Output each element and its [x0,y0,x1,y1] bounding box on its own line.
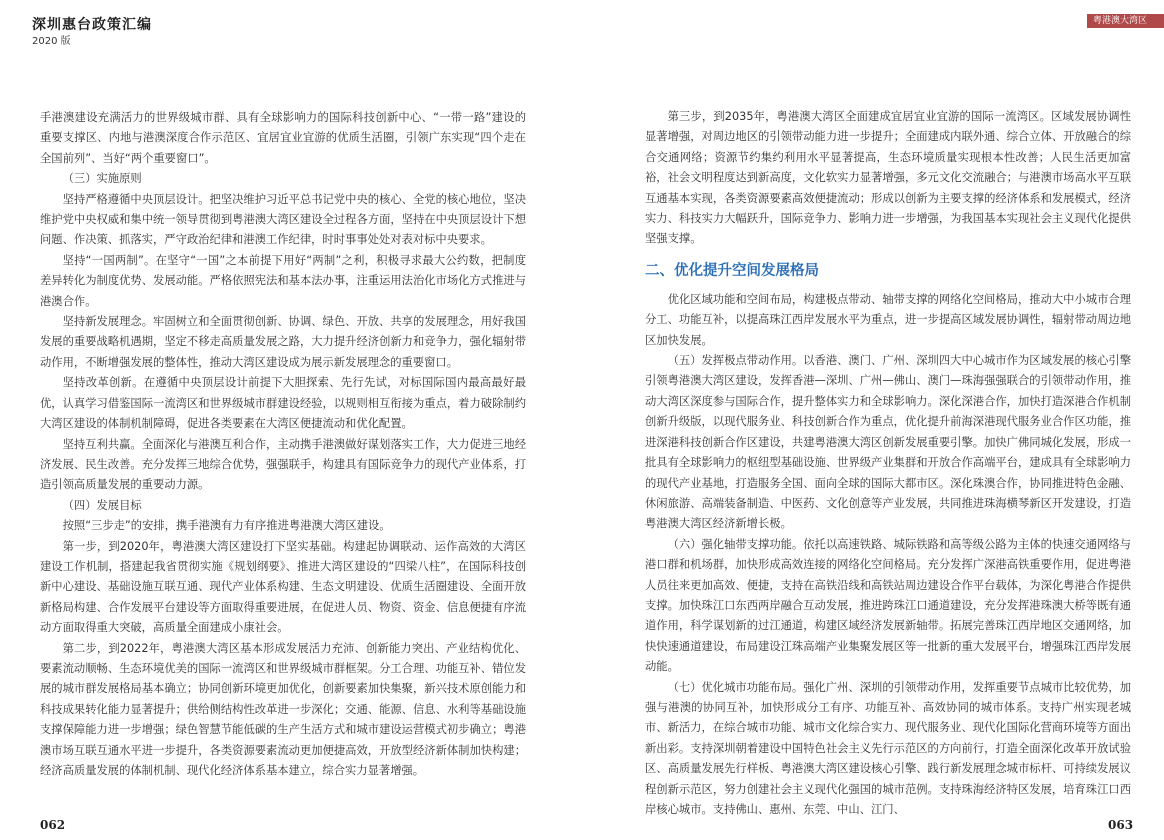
left-subheading: （四）发展目标 [62,498,142,512]
left-paragraph: 坚持改革创新。在遵循中央顶层设计前提下大胆探索、先行先试，对标国际国内最高最好最优，认真学习借鉴国际一流湾区和世界级城市群建设经验，以规则相互衔接为重点，着力破除制约大湾区建设的体制机制障碍，促进各类要素在大湾区便捷流动和优化配置。 [40,376,526,431]
right-paragraph: 优化区域功能和空间布局，构建极点带动、轴带支撑的网络化空间格局，推动大中小城市合理分工、功能互补，以提高珠江西岸发展水平为重点，进一步提高区域发展协调性，辐射带动周边地区加快发展。 [645,292,1131,347]
left-paragraph: 第一步，到2020年，粤港澳大湾区建设打下坚实基础。构建起协调联动、运作高效的大湾区建设工作机制，搭建起我省贯彻实施《规划纲要》、推进大湾区建设的“四梁八柱”，在国际科技创新中心建设、基础设施互联互通、现代产业体系构建、生态文明建设、优质生活圈建设、全面开放新格局构建、合作发展平台建设等方面取得重要进展，在促进人员、物资、资金、信息便捷有序流动方面取得重大突破，高质量全面建成小康社会。 [40,539,526,635]
right-paragraph: （五）发挥极点带动作用。以香港、澳门、广州、深圳四大中心城市作为区域发展的核心引擎引领粤港澳大湾区建设，发挥香港—深圳、广州—佛山、澳门—珠海强强联合的引领带动作用，推动大湾区深度参与国际合作，提升整体实力和全球影响力。深化深港合作，加快打造深港合作机制创新升级版，以现代服务业、科技创新合作为重点，优化提升前海深港现代服务业合作区功能，推进深港科技创新合作区建设，共建粤港澳大湾区创新发展重要引擎。加快广佛同城化发展，形成一批具有全球影响力的枢纽型基础设施、世界级产业集群和开放合作高端平台，建成具有全球影响力的现代产业基地，打造服务全国、面向全球的国际大都市区。深化珠澳合作，协同推进特色金融、休闲旅游、高端装备制造、中医药、文化创意等产业发展，共同推进珠海横琴新区开发建设，打造粤港澳大湾区经济新增长极。 [645,354,1131,531]
left-page-body [40,108,526,781]
left-paragraph: 坚持互利共赢。全面深化与港澳互利合作，主动携手港澳做好谋划落实工作，大力促进三地经济发展、民生改善。充分发挥三地综合优势，强强联手，构建具有国际竞争力的现代产业体系，打造引领高质量发展的重要动力源。 [40,437,526,492]
right-page-body [645,107,1131,820]
section-heading: 二、优化提升空间发展格局 [645,262,819,279]
left-paragraph: 第二步，到2022年，粤港澳大湾区基本形成发展活力充沛、创新能力突出、产业结构优化、要素流动顺畅、生态环境优美的国际一流湾区和世界级城市群框架。分工合理、功能互补、错位发展的城市群发展格局基本确立；协同创新环境更加优化，创新要素加快集聚，新兴技术原创能力和科技成果转化能力显著提升；供给侧结构性改革进一步深化；交通、能源、信息、水利等基础设施支撑保障能力进一步增强；绿色智慧节能低碳的生产生活方式和城市建设运营模式初步确立；粤港澳市场互联互通水平进一步提升，各类资源要素流动更加便捷高效，开放型经济新体制加快构建；经济高质量发展的体制机制、现代化经济体系基本建立，综合实力显著增强。 [40,641,526,777]
right-paragraph: 第三步，到2035年，粤港澳大湾区全面建成宜居宜业宜游的国际一流湾区。区域发展协调性显著增强，对周边地区的引领带动能力进一步提升；全面建成内联外通、综合立体、开放融合的综合交通网络；资源节约集约利用水平显著提高，生态环境质量实现根本性改善；人民生活更加富裕，社会文明程度达到新高度，文化软实力显著增强，多元文化交流融合；与港澳市场高水平互联互通基本实现，各类资源要素高效便捷流动；形成以创新为主要支撑的经济体系和发展模式，经济实力、科技实力大幅跃升，国际竞争力、影响力进一步增强，为我国基本实现社会主义现代化提供坚强支撑。 [645,110,1131,246]
header-edition: 2020 版 [32,36,71,47]
right-paragraph: （六）强化轴带支撑功能。依托以高速铁路、城际铁路和高等级公路为主体的快速交通网络与港口群和机场群，加快形成高效连接的网络化空间格局。充分发挥广深港高铁重要作用，促进粤港人员往来更加高效、便捷，支持在高铁沿线和高铁站周边建设合作平台载体，为深化粤港合作提供支撑。加快珠江口东西两岸融合互动发展，推进跨珠江口通道建设，充分发挥港珠澳大桥等既有通道作用，科学谋划新的过江通道，构建区域经济发展新轴带。拓展完善珠江西岸地区交通网络，加快快速通道建设，布局建设江珠高端产业集聚发展区等一批新的重大发展平台，增强珠江西岸发展动能。 [645,537,1131,674]
left-subheading: （三）实施原则 [62,172,142,186]
page-number-left: 062 [40,818,66,832]
left-paragraph: 按照“三步走”的安排，携手港澳有力有序推进粤港澳大湾区建设。 [62,519,391,533]
left-paragraph: 坚持“一国两制”。在坚守“一国”之本前提下用好“两制”之利，积极寻求最大公约数，把制度差异转化为制度优势、发展动能。严格依照宪法和基本法办事，注重运用法治化市场化方式推进与港澳合作。 [40,253,526,308]
left-paragraph: 坚持严格遵循中央顶层设计。把坚决维护习近平总书记党中央的核心、全党的核心地位，坚决维护党中央权威和集中统一领导贯彻到粤港澳大湾区建设全过程各方面，坚持在中央顶层设计下想问题、作决策、抓落实，严守政治纪律和港澳工作纪律，时时事事处处对表对标中央要求。 [40,192,526,247]
page-number-right: 063 [1108,818,1134,832]
left-paragraph: 手港澳建设充满活力的世界级城市群、具有全球影响力的国际科技创新中心、“一带一路”建设的重要支撑区、内地与港澳深度合作示范区、宜居宜业宜游的优质生活圈，引领广东实现“四个走在全国前列”、当好“两个重要窗口”。 [40,111,526,165]
right-paragraph: （七）优化城市功能布局。强化广州、深圳的引领带动作用，发挥重要节点城市比较优势，加强与港澳的协同互补，加快形成分工有序、功能互补、高效协同的城市体系。支持广州实现老城市、新活力，在综合城市功能、城市文化综合实力、现代服务业、现代化国际化营商环境等方面出新出彩。支持深圳朝着建设中国特色社会主义先行示范区的方向前行，打造全面深化改革开放试验区、高质量发展先行样板、粤港澳大湾区建设核心引擎、践行新发展理念城市标杆、可持续发展议程创新示范区，努力创建社会主义现代化强国的城市范例。支持珠海经济特区发展，培育珠江口西岸核心城市。支持佛山、惠州、东莞、中山、江门、 [645,680,1131,816]
section-tag: 粤港澳大湾区 [1087,14,1164,28]
left-paragraph: 坚持新发展理念。牢固树立和全面贯彻创新、协调、绿色、开放、共享的发展理念，用好我国发展的重要战略机遇期，坚定不移走高质量发展之路，大力提升经济创新力和竞争力，强化辐射带动作用，不断增强发展的整体性，推动大湾区建设成为展示新发展理念的重要窗口。 [40,315,526,369]
header-title: 深圳惠台政策汇编 [32,17,152,33]
